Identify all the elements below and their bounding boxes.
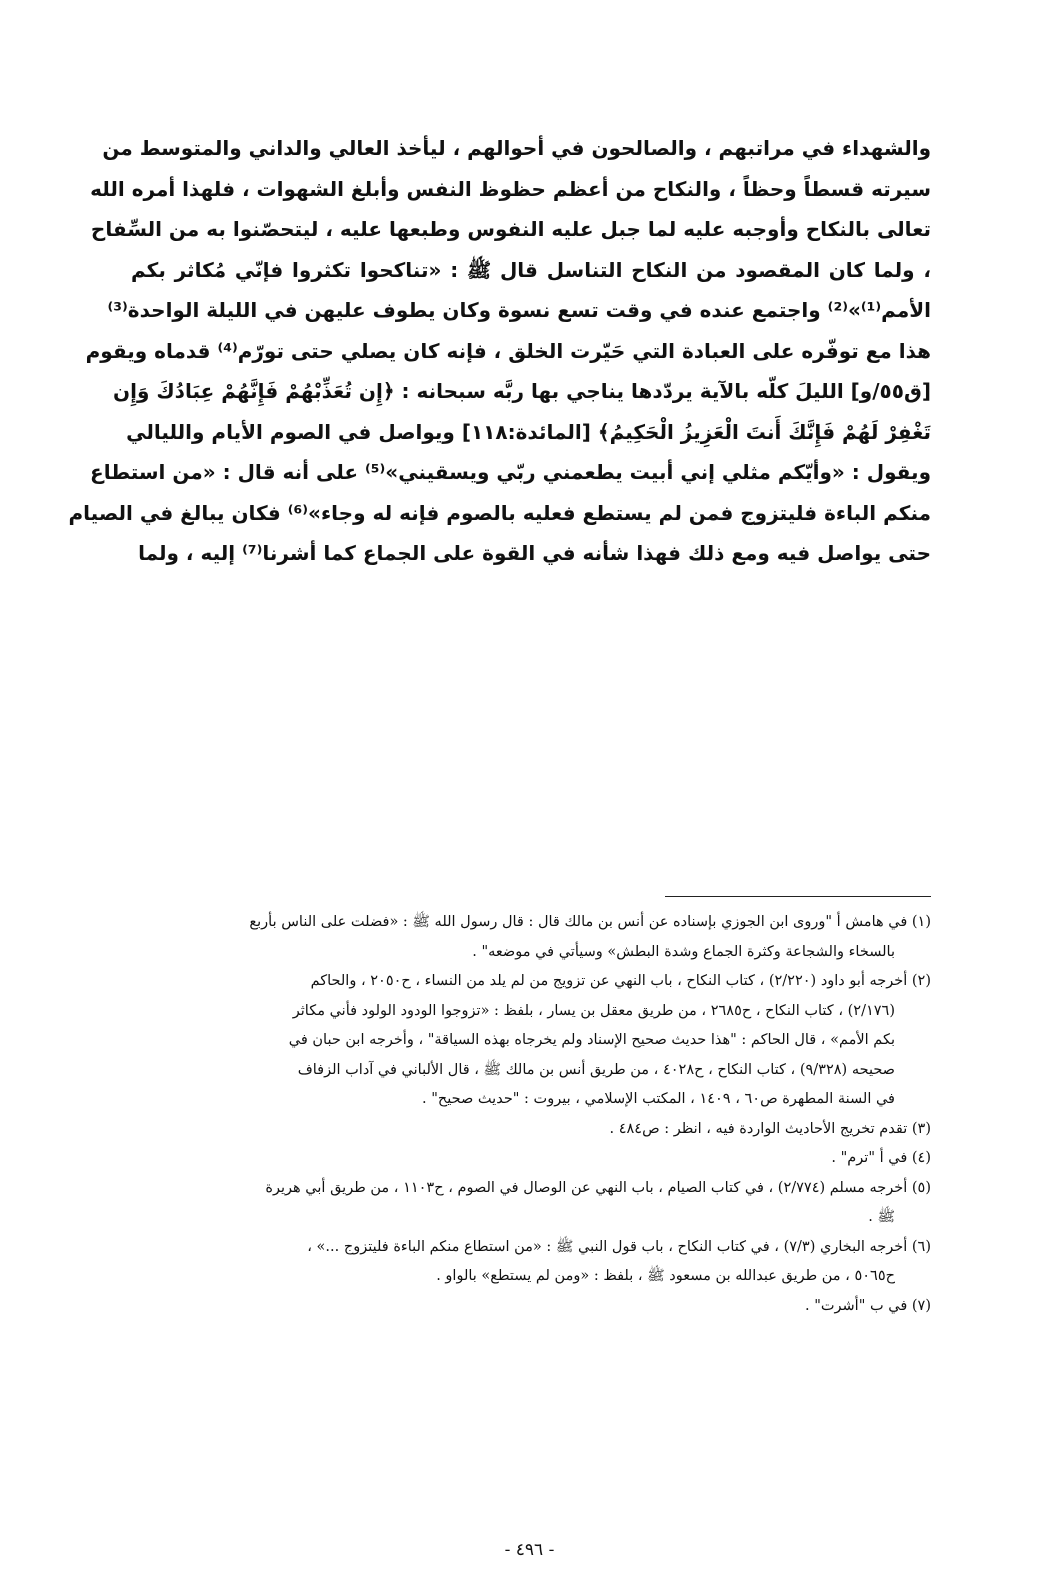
footnotes (131, 908, 931, 1321)
text-line: تعالى بالنكاح وأوجبه عليه لما جبل عليه النفوس وطبعها عليه ، ليتحصّنوا به من السِّفاح (90, 217, 931, 241)
footnote-line: (٤) في أ "ترم" . (831, 1150, 931, 1166)
footnote-2 (131, 967, 931, 1115)
footnote-line: (٣) تقدم تخريج الأحاديث الواردة فيه ، انظر : ص٤٨٤ . (609, 1120, 931, 1137)
footnote-6 (131, 1233, 931, 1292)
footnote-line: (١) في هامش أ "وروى ابن الجوزي بإسناده عن أنس بن مالك قال : قال رسول الله ﷺ : «فضلت على الناس بأربع (249, 914, 931, 930)
main-text (68, 128, 931, 574)
footnote-5 (131, 1174, 931, 1233)
text-line: ويقول : «وأيّكم مثلي إني أبيت يطعمني ربّي ويسقيني»⁽⁵⁾ على أنه قال : «من استطاع (90, 460, 931, 484)
text-line: منكم الباءة فليتزوج فمن لم يستطع فعليه بالصوم فإنه له وجاء»⁽⁶⁾ فكان يبالغ في الصيام (68, 500, 931, 525)
footnote-line: صحيحه (٩/٣٢٨) ، كتاب النكاح ، ح٤٠٢٨ ، من طريق أنس بن مالك ﷺ ، قال الألباني في آداب الزفاف (297, 1061, 895, 1078)
footnote-line: (٢) أخرجه أبو داود (٢/٢٢٠) ، كتاب النكاح ، باب النهي عن تزويج من لم يلد من النساء ، ح٢٠٥٠ ، والحاكم (310, 973, 931, 989)
footnote-separator (665, 896, 931, 897)
text-line: سيرته قسطاً وحظاً ، والنكاح من أعظم حظوظ النفس وأبلغ الشهوات ، فلهذا أمره الله (90, 176, 931, 201)
footnote-line: (٢/١٧٦) ، كتاب النكاح ، ح٢٦٨٥ ، من طريق معقل بن يسار ، بلفظ : «تزوجوا الودود الولود فأني مكاثر (292, 1002, 895, 1019)
footnote-line: بالسخاء والشجاعة وكثرة الجماع وشدة البطش» وسيأتي في موضعه" . (472, 943, 895, 960)
footnote-line: (٧) في ب "أشرت" . (804, 1297, 931, 1314)
page-number: - ٤٩٦ - (504, 1540, 555, 1560)
text-line: هذا مع توفّره على العبادة التي حَيّرت الخلق ، فإنه كان يصلي حتى تورّم⁽⁴⁾ قدماه ويقوم (85, 338, 931, 363)
footnote-line: ﷺ . (868, 1209, 895, 1225)
text-line: الأمم⁽¹⁾»⁽²⁾ واجتمع عنده في وقت تسع نسوة وكان يطوف عليهن في الليلة الواحدة⁽³⁾ (107, 298, 931, 322)
footnote-4 (131, 1144, 931, 1174)
footnote-line: بكم الأمم» ، قال الحاكم : "هذا حديث صحيح الإسناد ولم يخرجاه بهذه السياقة" ، وأخرجه ابن حبان في (288, 1032, 895, 1048)
footnote-line: في السنة المطهرة ص٦٠ ، ١٤٠٩ ، المكتب الإسلامي ، بيروت : "حديث صحيح" . (422, 1091, 895, 1107)
footnote-line: (٦) أخرجه البخاري (٧/٣) ، في كتاب النكاح ، باب قول النبي ﷺ : «من استطاع منكم الباءة فليتزوج ...» ، (307, 1238, 931, 1255)
footnote-7 (131, 1292, 931, 1322)
footnote-line: ح٥٠٦٥ ، من طريق عبدالله بن مسعود ﷺ ، بلفظ : «ومن لم يستطع» بالواو . (436, 1268, 895, 1284)
text-line: ، ولما كان المقصود من النكاح التناسل قال ﷺ : «تناكحوا تكثروا فإنّي مُكاثر بكم (131, 257, 931, 282)
footnote-1 (131, 908, 931, 967)
text-line: [ق٥٥/و] الليلَ كلّه بالآية يردّدها يناجي بها ربَّه سبحانه : ﴿إِن تُعَذِّبْهُمْ فَإِنَّهُمْ عِبَادُكَ وَإِن (113, 379, 931, 403)
footnote-3 (131, 1115, 931, 1145)
footnote-line: (٥) أخرجه مسلم (٢/٧٧٤) ، في كتاب الصيام ، باب النهي عن الوصال في الصوم ، ح١١٠٣ ، من طريق أبي هريرة (265, 1179, 931, 1196)
text-line: حتى يواصل فيه ومع ذلك فهذا شأنه في القوة على الجماع كما أشرنا⁽⁷⁾ إليه ، ولما (138, 541, 931, 565)
text-line: والشهداء في مراتبهم ، والصالحون في أحوالهم ، ليأخذ العالي والداني والمتوسط من (102, 136, 931, 160)
text-line: تَغْفِرْ لَهُمْ فَإِنَّكَ أَنتَ الْعَزِيزُ الْحَكِيمُ﴾ [المائدة:١١٨] ويواصل في الصوم الأيام والليالي (126, 419, 931, 444)
